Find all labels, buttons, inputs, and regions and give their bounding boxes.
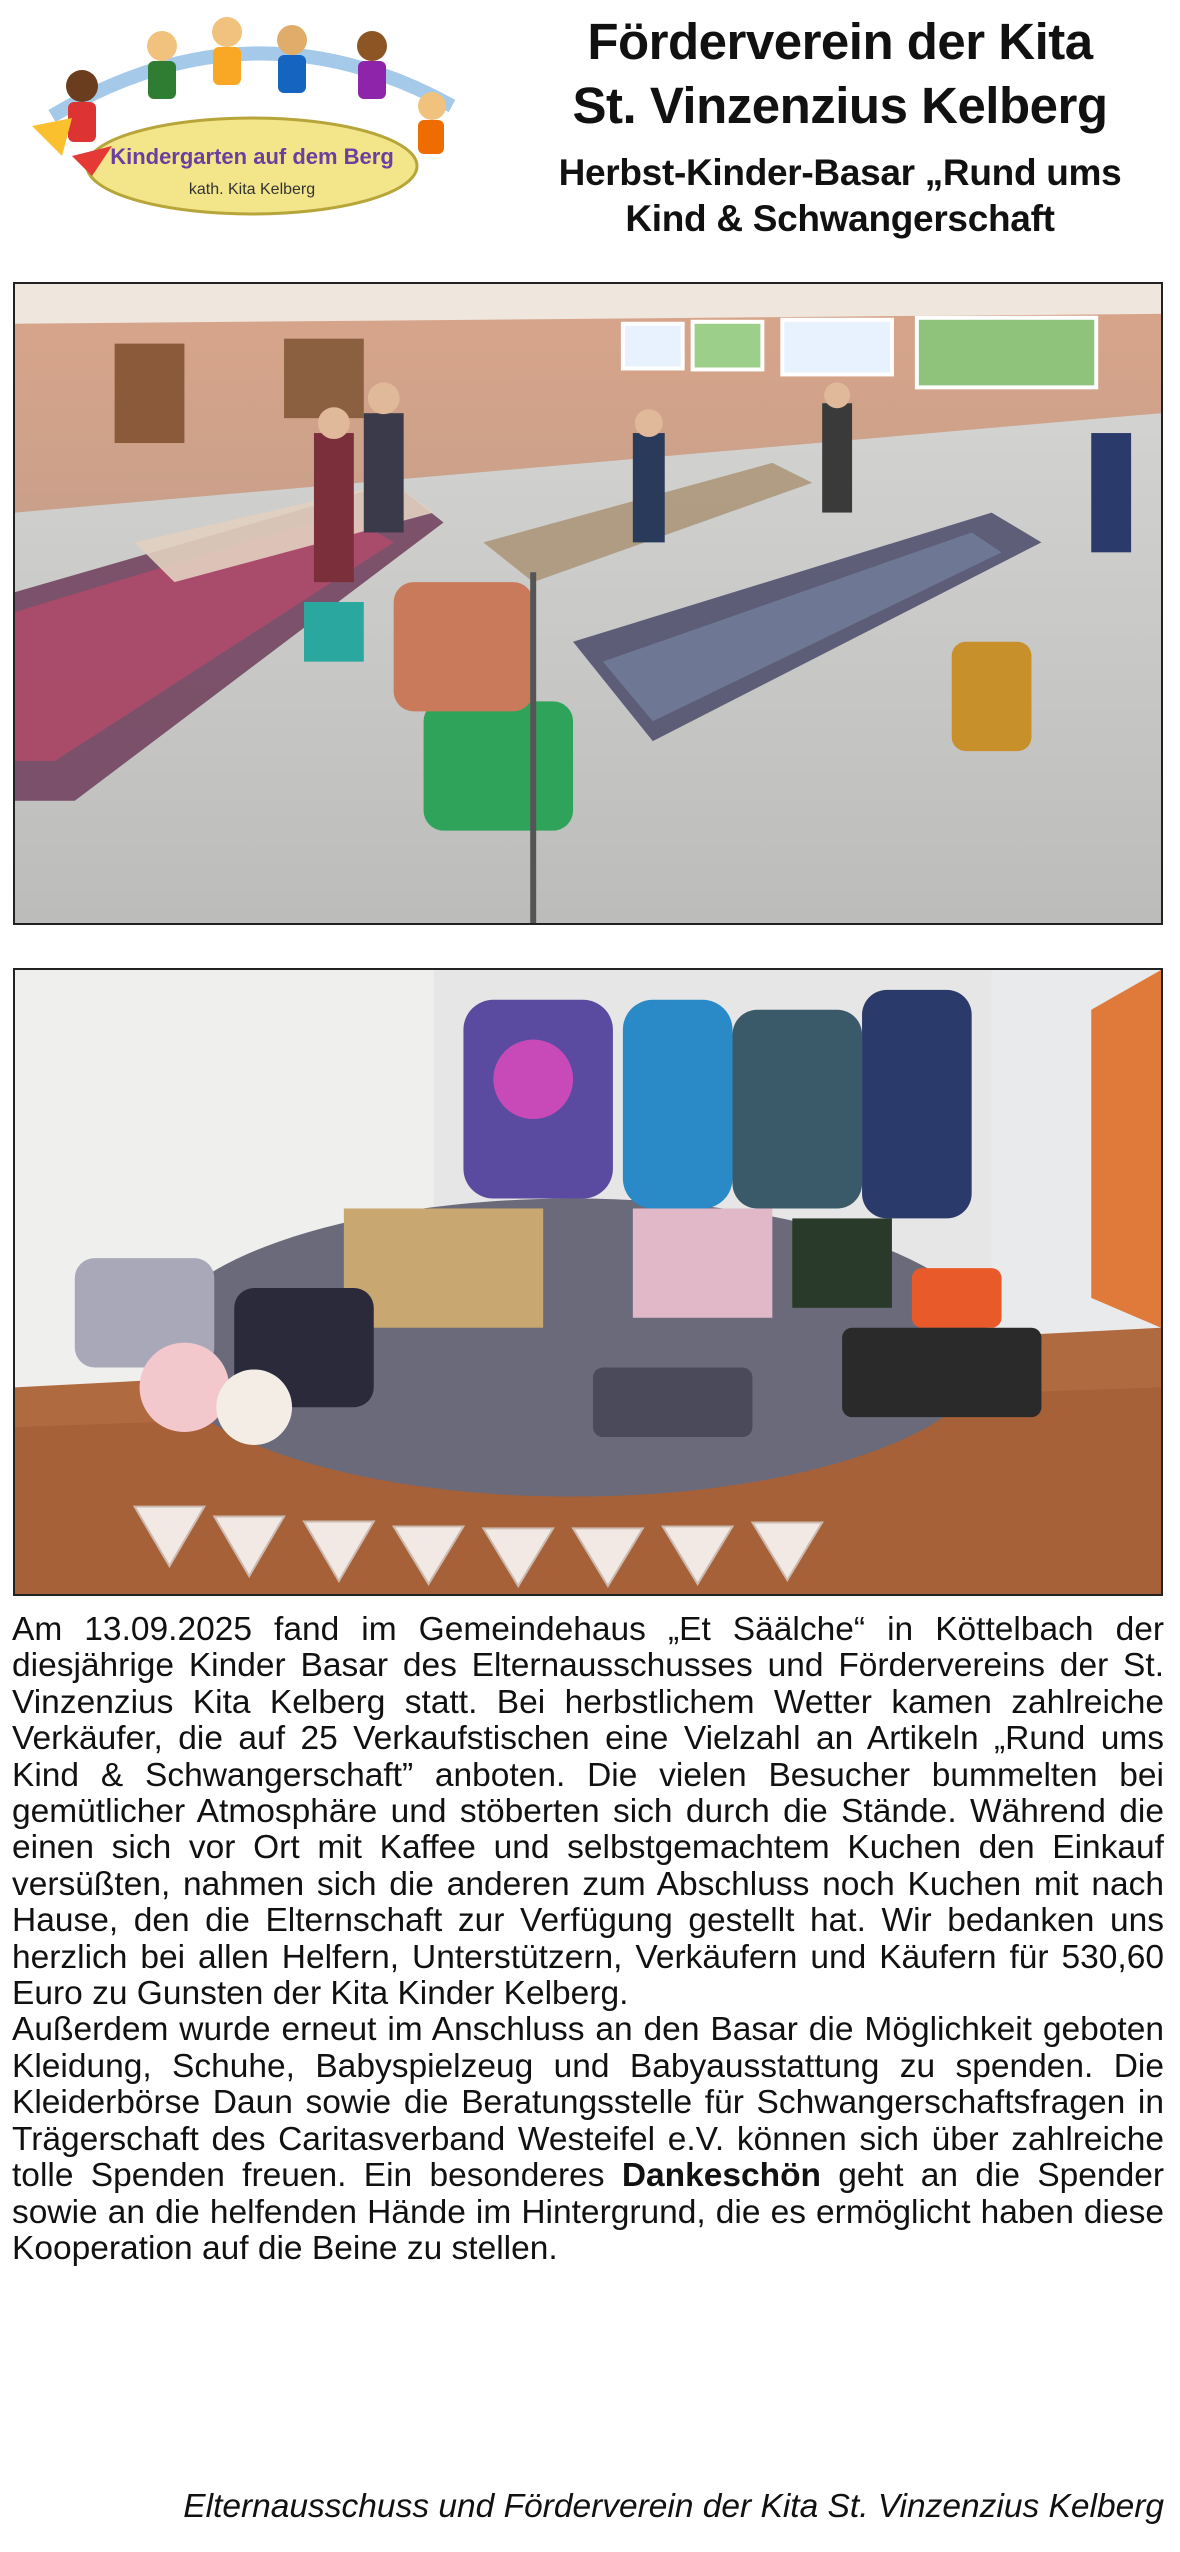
- page-header: [520, 10, 1160, 242]
- bazaar-hall-photo: [13, 282, 1163, 925]
- subtitle-line-1: Herbst-Kinder-Basar „Rund ums: [558, 152, 1122, 193]
- subtitle-line-2: Kind & Schwangerschaft: [625, 198, 1055, 239]
- article-body: [12, 1612, 1164, 2267]
- thank-you-highlight: Dankeschön: [621, 2157, 822, 2195]
- article-paragraph-2: [12, 2012, 1164, 2267]
- article-paragraph-2-text-b: geht an die Spender sowie an die helfenden Hände im Hintergrund, die es ermöglicht haben diese Kooperation auf die Beine zu stellen.: [12, 2157, 1164, 2267]
- article-paragraph-2-text-a: Außerdem wurde erneut im Anschluss an den Basar die Möglichkeit geboten Kleidung, Schuhe, Babyspielzeug und Babyausstattung zu spenden. Die Kleiderbörse Daun sowie die Beratungsstelle für Schwangerschaftsfragen in Trägerschaft des Caritasverband Westeifel e.V. können sich über zahlreiche tolle Spenden freuen. Ein besonderes: [12, 2011, 1164, 2195]
- kita-logo: [12, 6, 490, 221]
- logo-text-sub: kath. Kita Kelberg: [188, 181, 316, 198]
- donations-photo: [13, 968, 1163, 1596]
- title-line-2: St. Vinzenzius Kelberg: [572, 77, 1108, 134]
- title-line-1: Förderverein der Kita: [587, 13, 1093, 70]
- article-signature: Elternausschuss und Förderverein der Kita St. Vinzenzius Kelberg: [183, 2488, 1164, 2525]
- logo-text-main: Kindergarten auf dem Berg: [110, 144, 394, 169]
- article-paragraph-1: Am 13.09.2025 fand im Gemeindehaus „Et Säälche“ in Köttelbach der diesjährige Kinder Basar des Elternausschusses und Fördervereins der St. Vinzenzius Kita Kelberg statt. Bei herbstlichem Wetter kamen zahlreiche Verkäufer, die auf 25 Verkaufstischen eine Vielzahl an Artikeln „Rund ums Kind & Schwangerschaft” anboten. Die vielen Besucher bummelten bei gemütlicher Atmosphäre und stöberten sich durch die Stände. Während die einen sich vor Ort mit Kaffee und selbstgemachtem Kuchen den Einkauf versüßten, nahmen sich die anderen zum Abschluss noch Kuchen mit nach Hause, den die Elternschaft zur Verfügung gestellt hat. Wir bedanken uns herzlich bei allen Helfern, Unterstützern, Verkäufern und Käufern für 530,60 Euro zu Gunsten der Kita Kinder Kelberg.: [12, 1611, 1164, 2013]
